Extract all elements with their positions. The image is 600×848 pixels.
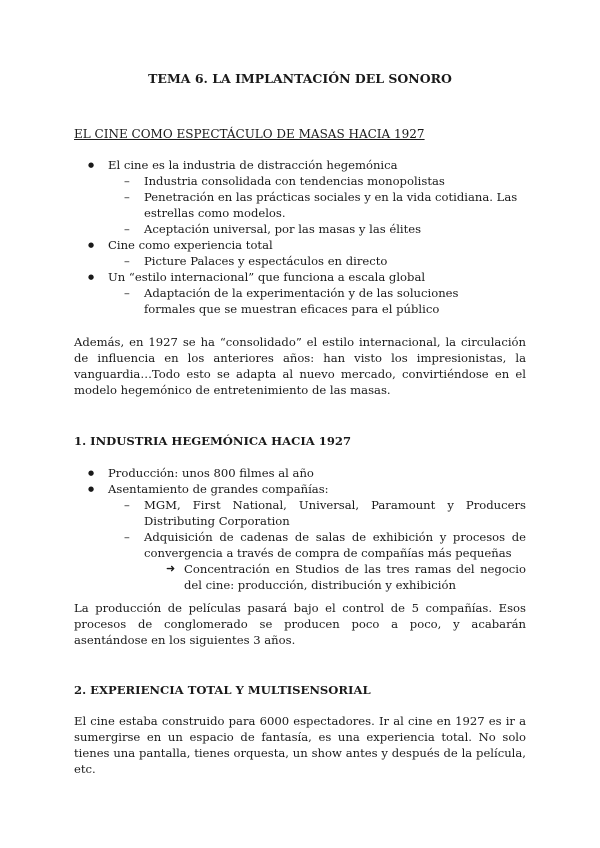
list-item: ● Asentamiento de grandes compañías: — [74, 481, 526, 497]
list-item: ● Producción: unos 800 filmes al año — [74, 465, 526, 481]
paragraph: La producción de películas pasará bajo el control de 5 compañías. Esos procesos de conglomerado se producen poco a poco, y acabarán asentándose en los siguientes 3 años. — [74, 601, 526, 647]
list-subitem: – Picture Palaces y espectáculos en directo — [74, 253, 526, 269]
document-title: TEMA 6. LA IMPLANTACIÓN DEL SONORO — [148, 71, 452, 86]
list-item: ● El cine es la industria de distracción hegemónica — [74, 157, 526, 173]
list-arrow-item: ➜ Concentración en Studios de las tres ramas del negocio del cine: producción, distribución y exhibición — [74, 561, 526, 593]
list-subitem: – Penetración en las prácticas sociales y en la vida cotidiana. Las estrellas como modelos. — [74, 189, 526, 221]
paragraph: El cine estaba construido para 6000 espectadores. Ir al cine en 1927 es ir a sumergirse en un espacio de fantasía, es una experiencia total. No solo tienes una pantalla, tienes orquesta, un show antes y después de la película, etc. — [74, 714, 526, 776]
list-item: ● Cine como experiencia total — [74, 237, 526, 253]
bullet-list-industry — [74, 157, 526, 317]
list-item: ● Un “estilo internacional” que funciona a escala global — [74, 269, 526, 285]
section-heading: EL CINE COMO ESPECTÁCULO DE MASAS HACIA 1927 — [74, 127, 425, 141]
list-subitem: – Aceptación universal, por las masas y las élites — [74, 221, 526, 237]
list-subitem: – Adquisición de cadenas de salas de exhibición y procesos de convergencia a través de compra de compañías más pequeñas — [74, 529, 526, 561]
bullet-list-companies — [74, 465, 526, 593]
list-subitem: – MGM, First National, Universal, Paramount y Producers Distributing Corporation — [74, 497, 526, 529]
heading-experiencia: 2. EXPERIENCIA TOTAL Y MULTISENSORIAL — [74, 683, 371, 697]
heading-industria: 1. INDUSTRIA HEGEMÓNICA HACIA 1927 — [74, 434, 352, 448]
list-subitem: – Industria consolidada con tendencias monopolistas — [74, 173, 526, 189]
paragraph: Además, en 1927 se ha “consolidado” el estilo internacional, la circulación de influencia en los anteriores años: han visto los impresionistas, la vanguardia…Todo esto se adapta al nuevo mercado, convirtiéndose en el modelo hegemónico de entretenimiento de las masas. — [74, 335, 526, 397]
list-subitem: – Adaptación de la experimentación y de las soluciones formales que se muestran eficaces para el público — [74, 285, 526, 317]
